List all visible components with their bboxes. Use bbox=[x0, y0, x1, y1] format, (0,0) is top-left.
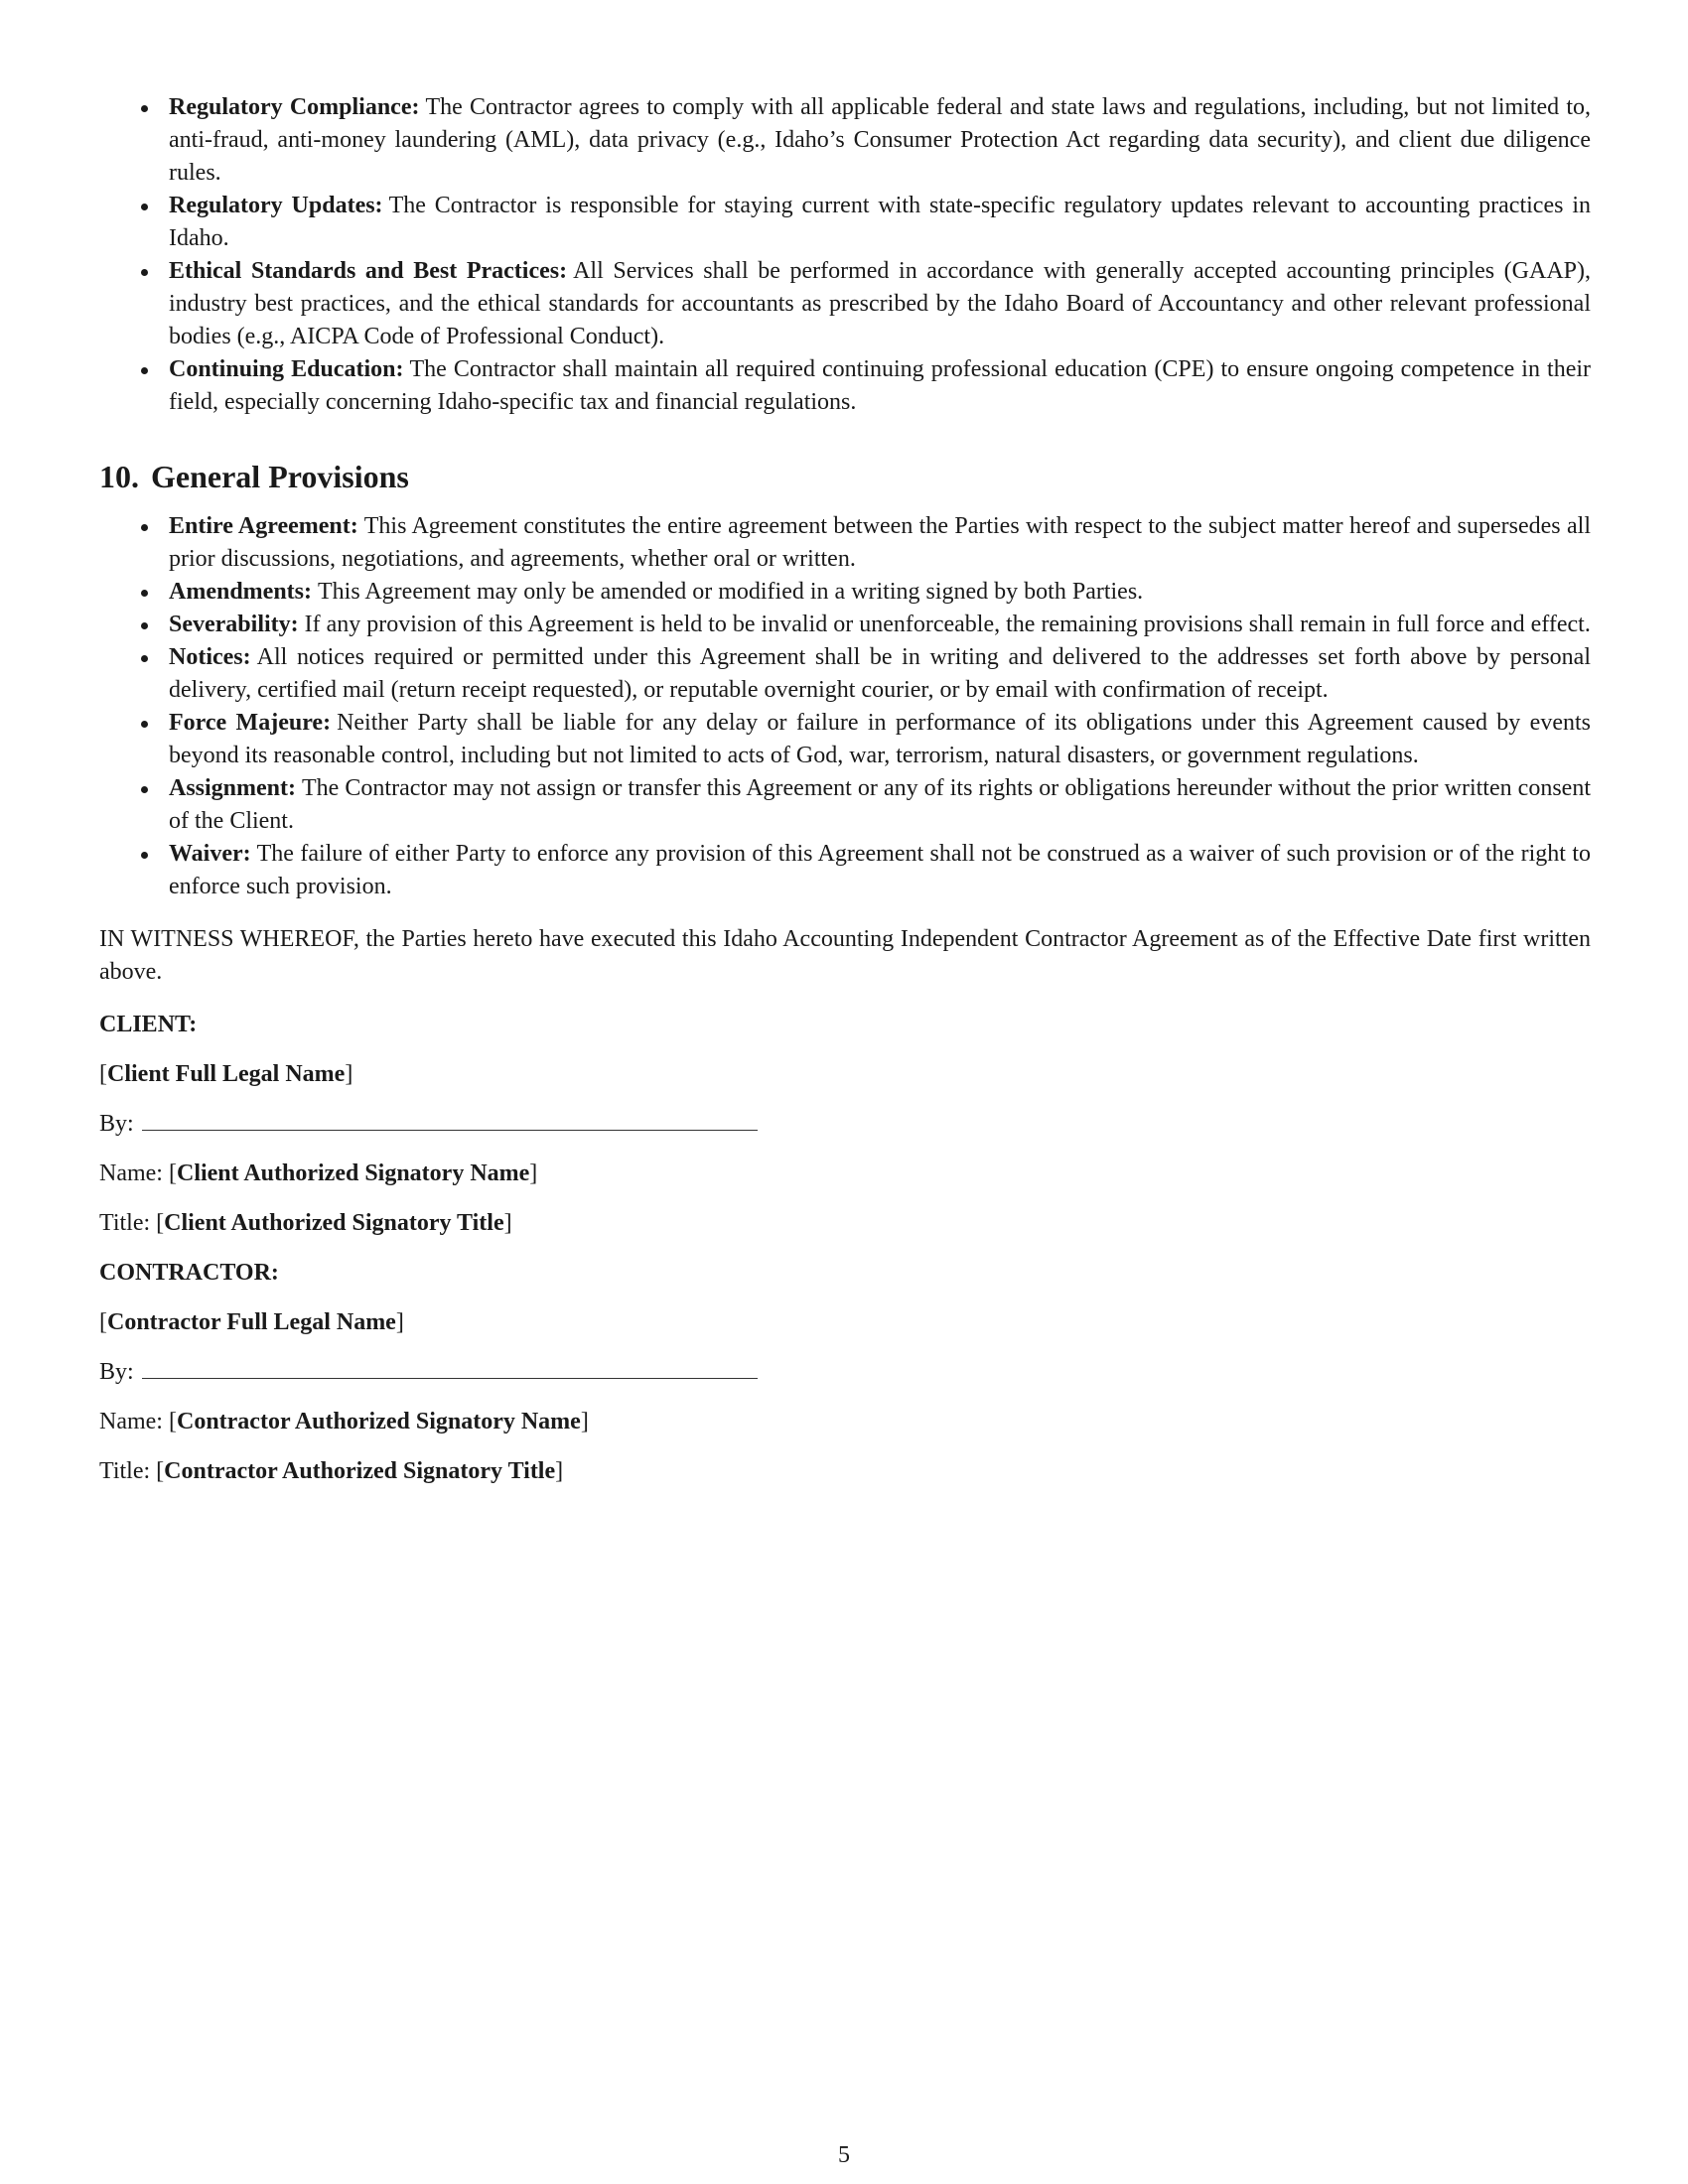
client-legal-name: [Client Full Legal Name] bbox=[99, 1061, 353, 1087]
bullet-icon bbox=[141, 524, 148, 531]
list-item bbox=[99, 190, 1591, 255]
bullet-icon bbox=[141, 105, 148, 112]
bullet-icon bbox=[141, 721, 148, 728]
list-item bbox=[99, 707, 1591, 772]
item-text: Neither Party shall be liable for any delay or failure in performance of its obligations under this Agreement caused by events beyond its reasonable control, including but not limited to acts of God, war, terrorism, natural disasters, or government regulations. bbox=[169, 710, 1591, 768]
witness-paragraph: IN WITNESS WHEREOF, the Parties hereto have executed this Idaho Accounting Independent Contractor Agreement as of the Effective Date first written above. bbox=[99, 926, 1591, 985]
item-term: Force Majeure: bbox=[169, 710, 332, 736]
client-name-line: Name: [Client Authorized Signatory Name] bbox=[99, 1160, 538, 1186]
bullet-icon bbox=[141, 590, 148, 597]
by-label: By: bbox=[99, 1359, 134, 1385]
item-term: Notices: bbox=[169, 644, 251, 670]
bullet-icon bbox=[141, 852, 148, 859]
bullet-icon bbox=[141, 204, 148, 210]
name-label: Name: bbox=[99, 1160, 163, 1186]
client-signature-field[interactable] bbox=[142, 1108, 758, 1131]
list-item bbox=[99, 91, 1591, 190]
bullet-icon bbox=[141, 367, 148, 374]
item-term: Regulatory Compliance: bbox=[169, 94, 420, 120]
list-item bbox=[99, 609, 1591, 641]
item-text: This Agreement constitutes the entire agreement between the Parties with respect to the subject matter hereof and supersedes all prior discussions, negotiations, and agreements, whether oral or written. bbox=[169, 513, 1591, 572]
item-text: The Contractor agrees to comply with all applicable federal and state laws and regulations, including, but not limited to, anti-fraud, anti-money laundering (AML), data privacy (e.g., Idaho’s Consumer Protection Act regarding data security), and client due diligence rules. bbox=[169, 94, 1592, 186]
item-text: If any provision of this Agreement is held to be invalid or unenforceable, the remaining provisions shall remain in full force and effect. bbox=[304, 612, 1591, 637]
item-term: Ethical Standards and Best Practices: bbox=[169, 258, 568, 284]
list-item bbox=[99, 510, 1591, 576]
bullet-icon bbox=[141, 655, 148, 662]
item-term: Regulatory Updates: bbox=[169, 193, 383, 218]
item-term: Amendments: bbox=[169, 579, 312, 605]
contractor-signature-field[interactable] bbox=[142, 1356, 758, 1379]
section-heading bbox=[99, 457, 1591, 496]
section10-list bbox=[99, 510, 1591, 903]
client-legal-name-value: Client Full Legal Name bbox=[107, 1061, 346, 1087]
title-label: Title: bbox=[99, 1210, 151, 1236]
item-text: The Contractor may not assign or transfer this Agreement or any of its rights or obligations hereunder without the prior written consent of the Client. bbox=[169, 775, 1591, 834]
bullet-icon bbox=[141, 786, 148, 793]
page-number: 5 bbox=[838, 2142, 850, 2168]
document-page bbox=[99, 91, 1591, 1505]
item-text: The Contractor is responsible for staying current with state-specific regulatory updates relevant to accounting practices in Idaho. bbox=[169, 193, 1591, 251]
item-term: Waiver: bbox=[169, 841, 251, 867]
name-label: Name: bbox=[99, 1409, 163, 1434]
contractor-signature-block bbox=[99, 1257, 1591, 1488]
contractor-title-line: Title: [Contractor Authorized Signatory Title] bbox=[99, 1458, 564, 1484]
contractor-signatory-name: Contractor Authorized Signatory Name bbox=[176, 1409, 581, 1434]
section-title: General Provisions bbox=[151, 459, 409, 494]
item-text: This Agreement may only be amended or modified in a writing signed by both Parties. bbox=[318, 579, 1144, 605]
item-term: Severability: bbox=[169, 612, 299, 637]
section-number: 10. bbox=[99, 459, 139, 494]
contractor-legal-name: [Contractor Full Legal Name] bbox=[99, 1309, 404, 1335]
contractor-by-line bbox=[99, 1356, 1591, 1389]
item-term: Continuing Education: bbox=[169, 356, 404, 382]
bullet-icon bbox=[141, 269, 148, 276]
section9-list bbox=[99, 91, 1591, 419]
item-term: Entire Agreement: bbox=[169, 513, 358, 539]
item-text: All Services shall be performed in accordance with generally accepted accounting principles (GAAP), industry best practices, and the ethical standards for accountants as prescribed by the Idaho Board of Accountancy and other relevant professional bodies (e.g., AICPA Code of Professional Conduct). bbox=[169, 258, 1591, 349]
list-item bbox=[99, 576, 1591, 609]
item-text: The Contractor shall maintain all required continuing professional education (CPE) to ensure ongoing competence in their field, especially concerning Idaho-specific tax and financial regulations. bbox=[169, 356, 1592, 415]
list-item bbox=[99, 772, 1591, 838]
contractor-name-line: Name: [Contractor Authorized Signatory Name] bbox=[99, 1409, 589, 1434]
client-by-line bbox=[99, 1108, 1591, 1141]
item-text: The failure of either Party to enforce any provision of this Agreement shall not be construed as a waiver of such provision or of the right to enforce such provision. bbox=[169, 841, 1591, 899]
by-label: By: bbox=[99, 1111, 134, 1137]
list-item bbox=[99, 838, 1591, 903]
list-item bbox=[99, 353, 1591, 419]
list-item bbox=[99, 255, 1591, 353]
list-item bbox=[99, 641, 1591, 707]
client-heading: CLIENT: bbox=[99, 1012, 198, 1037]
contractor-heading: CONTRACTOR: bbox=[99, 1260, 279, 1286]
item-text: All notices required or permitted under this Agreement shall be in writing and delivered to the addresses set forth above by personal delivery, certified mail (return receipt requested), or reputable overnight courier, or by email with confirmation of receipt. bbox=[169, 644, 1591, 703]
title-label: Title: bbox=[99, 1458, 151, 1484]
item-term: Assignment: bbox=[169, 775, 297, 801]
contractor-legal-name-value: Contractor Full Legal Name bbox=[107, 1309, 396, 1335]
client-signatory-title: Client Authorized Signatory Title bbox=[164, 1210, 504, 1236]
client-title-line: Title: [Client Authorized Signatory Title] bbox=[99, 1210, 512, 1236]
client-signatory-name: Client Authorized Signatory Name bbox=[176, 1160, 530, 1186]
client-signature-block bbox=[99, 1009, 1591, 1240]
bullet-icon bbox=[141, 622, 148, 629]
contractor-signatory-title: Contractor Authorized Signatory Title bbox=[164, 1458, 556, 1484]
